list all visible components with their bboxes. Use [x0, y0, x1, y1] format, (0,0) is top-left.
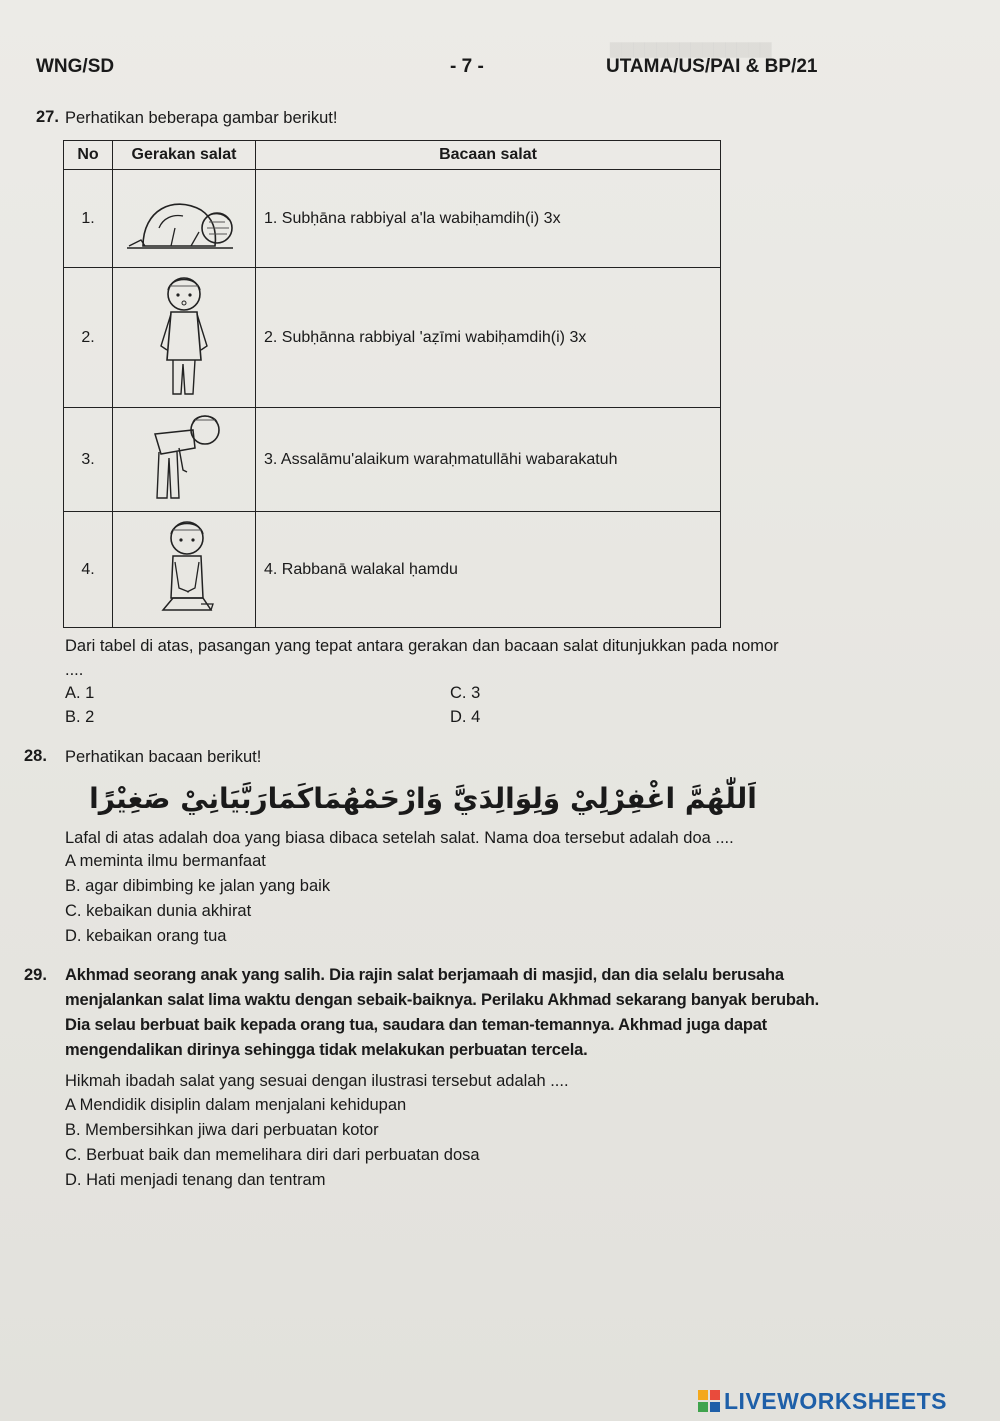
row-reading: 2. Subḥānna rabbiyal 'aẓīmi wabiḥamdih(i) 3x	[256, 268, 721, 408]
ruku-figure	[113, 408, 256, 512]
bleed-through: ▇▇▇▇▇▇▇▇▇▇▇▇▇▇	[610, 41, 772, 58]
q27-option-a[interactable]: A. 1	[65, 684, 95, 702]
header-movement: Gerakan salat	[113, 141, 256, 170]
header-no: No	[64, 141, 113, 170]
row-no: 3.	[64, 408, 113, 512]
q28-option-a[interactable]: A meminta ilmu bermanfaat	[65, 852, 266, 870]
q27-option-b[interactable]: B. 2	[65, 708, 95, 726]
arabic-prayer-text: اَللّٰهُمَّ اغْفِرْلِيْ وَلِوَالِدَيَّ وَارْحَمْهُمَاكَمَارَبَّيَانِيْ صَغِيْرًا	[89, 782, 757, 815]
q27-stem: Dari tabel di atas, pasangan yang tepat antara gerakan dan bacaan salat ditunjukkan pada nomor	[65, 637, 779, 655]
table-header-row	[64, 141, 721, 170]
page-number: - 7 -	[450, 56, 484, 77]
row-reading: 1. Subḥāna rabbiyal a'la wabiḥamdih(i) 3x	[256, 170, 721, 268]
q27-number: 27.	[36, 108, 59, 126]
q29-line-4: mengendalikan dirinya sehingga tidak melakukan perbuatan tercela.	[65, 1041, 588, 1059]
table-row	[64, 408, 721, 512]
q29-option-d[interactable]: D. Hati menjadi tenang dan tentram	[65, 1171, 326, 1189]
q28-option-b[interactable]: B. agar dibimbing ke jalan yang baik	[65, 877, 331, 895]
q27-ellipsis: ....	[65, 661, 84, 679]
liveworksheets-logo	[697, 1386, 947, 1416]
table-row	[64, 512, 721, 628]
sitting-figure	[113, 512, 256, 628]
logo-icon	[697, 1389, 721, 1413]
q29-option-b[interactable]: B. Membersihkan jiwa dari perbuatan kotor	[65, 1121, 379, 1139]
q29-line-2: menjalankan salat lima waktu dengan sebaik-baiknya. Perilaku Akhmad sekarang banyak berubah.	[65, 991, 820, 1009]
table-row	[64, 170, 721, 268]
q28-option-d[interactable]: D. kebaikan orang tua	[65, 927, 227, 945]
header-exam-code: UTAMA/US/PAI & BP/21	[606, 56, 818, 77]
header-reading: Bacaan salat	[256, 141, 721, 170]
q28-option-c[interactable]: C. kebaikan dunia akhirat	[65, 902, 252, 920]
q29-line-1: Akhmad seorang anak yang salih. Dia rajin salat berjamaah di masjid, dan dia selalu berusaha	[65, 966, 784, 984]
q29-number: 29.	[24, 966, 47, 984]
row-no: 1.	[64, 170, 113, 268]
row-no: 4.	[64, 512, 113, 628]
q28-stem: Lafal di atas adalah doa yang biasa dibaca setelah salat. Nama doa tersebut adalah doa ....	[65, 829, 734, 847]
header-code: WNG/SD	[36, 56, 115, 77]
q27-prompt: Perhatikan beberapa gambar berikut!	[65, 109, 338, 127]
q29-option-a[interactable]: A Mendidik disiplin dalam menjalani kehidupan	[65, 1096, 407, 1114]
logo-text: LIVEWORKSHEETS	[724, 1387, 947, 1414]
q29-line-3: Dia selau berbuat baik kepada orang tua, saudara dan teman-temannya. Akhmad juga dapat	[65, 1016, 767, 1034]
row-reading: 3. Assalāmu'alaikum waraḥmatullāhi wabarakatuh	[256, 408, 721, 512]
q28-number: 28.	[24, 747, 47, 765]
sujud-figure	[113, 170, 256, 268]
q27-option-d[interactable]: D. 4	[450, 708, 481, 726]
standing-figure	[113, 268, 256, 408]
q27-option-c[interactable]: C. 3	[450, 684, 481, 702]
table-row	[64, 268, 721, 408]
q29-option-c[interactable]: C. Berbuat baik dan memelihara diri dari perbuatan dosa	[65, 1146, 480, 1164]
row-no: 2.	[64, 268, 113, 408]
prayer-table	[63, 140, 721, 628]
q29-stem: Hikmah ibadah salat yang sesuai dengan ilustrasi tersebut adalah ....	[65, 1072, 569, 1090]
row-reading: 4. Rabbanā walakal ḥamdu	[256, 512, 721, 628]
q28-prompt: Perhatikan bacaan berikut!	[65, 748, 262, 766]
